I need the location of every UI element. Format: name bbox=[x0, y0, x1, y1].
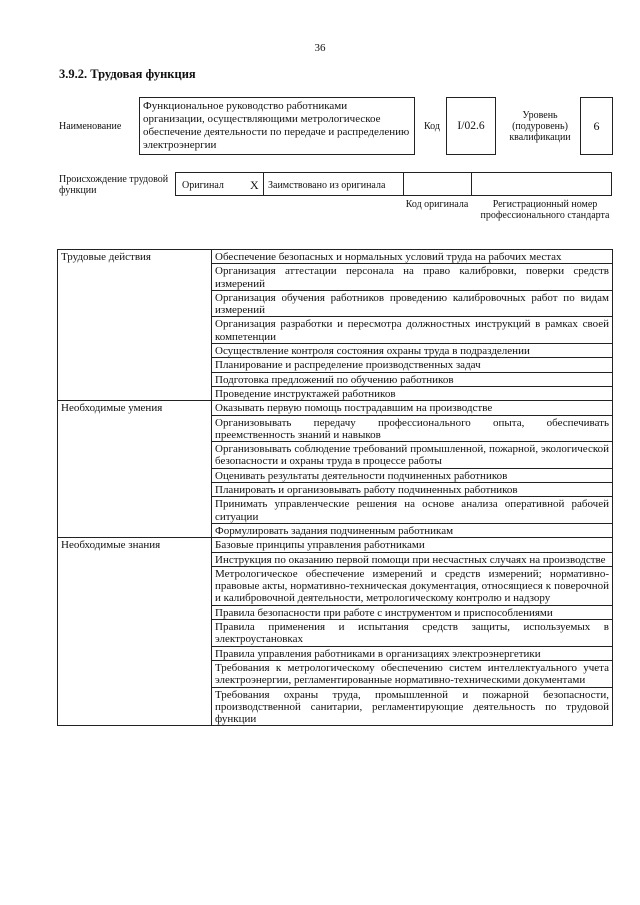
code-label: Код bbox=[424, 121, 440, 132]
table-row: Принимать управленческие решения на основе анализа оперативной рабочей ситуации bbox=[212, 497, 613, 524]
origin-label: Происхождение трудовой функции bbox=[59, 174, 169, 196]
divider bbox=[403, 173, 404, 195]
table-row: Организовывать соблюдение требований промышленной, пожарной, экологической безопасности и охраны труда в процессе работы bbox=[212, 442, 613, 469]
table-row: Организация аттестации персонала на право калибровки, поверки средств измерений bbox=[212, 264, 613, 291]
original-label: Оригинал bbox=[182, 180, 224, 191]
origin-row bbox=[175, 172, 612, 196]
divider bbox=[263, 173, 264, 195]
section-title: Необходимые умения bbox=[58, 401, 212, 415]
section-title: Необходимые знания bbox=[58, 538, 212, 552]
original-mark: X bbox=[250, 178, 259, 192]
name-value: Функциональное руководство работниками организации, осуществляющими метрологическое обеспечение деятельности по передаче и распределению электроэнергии bbox=[139, 97, 415, 155]
function-table bbox=[57, 249, 613, 726]
table-row: Организация обучения работников проведению калибровочных работ по видам измерений bbox=[212, 290, 613, 317]
section-knowledge bbox=[58, 538, 613, 726]
table-row: Оказывать первую помощь пострадавшим на производстве bbox=[212, 401, 613, 415]
table-row: Требования к метрологическому обеспечению систем интеллектуального учета электроэнергии, регламентированные нормативно-техническими документами bbox=[212, 660, 613, 687]
borrowed-label: Заимствовано из оригинала bbox=[268, 180, 386, 191]
table-row: Метрологическое обеспечение измерений и средств измерений; нормативно-правовые акты, нормативно-техническая документация, относящиеся к поверочной и калибровочной деятельности, метрологическому контролю и надзору bbox=[212, 566, 613, 605]
table-row: Планировать и организовывать работу подчиненных работников bbox=[212, 483, 613, 497]
table-row: Правила применения и испытания средств защиты, используемых в электроустановках bbox=[212, 620, 613, 647]
section-labor-actions bbox=[58, 250, 613, 401]
table-row: Правила безопасности при работе с инструментом и приспособлениями bbox=[212, 605, 613, 619]
section-skills bbox=[58, 401, 613, 538]
table-row: Планирование и распределение производственных задач bbox=[212, 358, 613, 372]
table-row: Организация разработки и пересмотра должностных инструкций в рамках своей компетенции bbox=[212, 317, 613, 344]
level-value: 6 bbox=[580, 97, 613, 155]
section-title: 3.9.2. Трудовая функция bbox=[59, 67, 196, 81]
table-row: Обеспечение безопасных и нормальных условий труда на рабочих местах bbox=[212, 250, 613, 264]
code-value: I/02.6 bbox=[446, 97, 496, 155]
table-row: Проведение инструктажей работников bbox=[212, 386, 613, 400]
code-original-label: Код оригинала bbox=[405, 199, 469, 210]
table-row: Базовые принципы управления работниками bbox=[212, 538, 613, 552]
level-label: Уровень (подуровень) квалификации bbox=[509, 109, 571, 143]
section-title: Трудовые действия bbox=[58, 250, 212, 264]
table-row: Инструкция по оказанию первой помощи при несчастных случаях на производстве bbox=[212, 552, 613, 566]
table-row: Правила управления работниками в организациях электроэнергетики bbox=[212, 646, 613, 660]
table-row: Оценивать результаты деятельности подчиненных работников bbox=[212, 468, 613, 482]
table-row: Формулировать задания подчиненным работникам bbox=[212, 523, 613, 537]
table-row: Требования охраны труда, промышленной и пожарной безопасности, производственной санитарии, регламентирующие деятельность по трудовой функции bbox=[212, 687, 613, 726]
table-row: Организовывать передачу профессионального опыта, обеспечивать преемственность знаний и навыков bbox=[212, 415, 613, 442]
table-row: Подготовка предложений по обучению работников bbox=[212, 372, 613, 386]
name-label: Наименование bbox=[59, 121, 122, 132]
divider bbox=[471, 173, 472, 195]
page-number: 36 bbox=[314, 42, 326, 54]
reg-number-label: Регистрационный номер профессионального стандарта bbox=[480, 199, 610, 221]
table-row: Осуществление контроля состояния охраны труда в подразделении bbox=[212, 344, 613, 358]
